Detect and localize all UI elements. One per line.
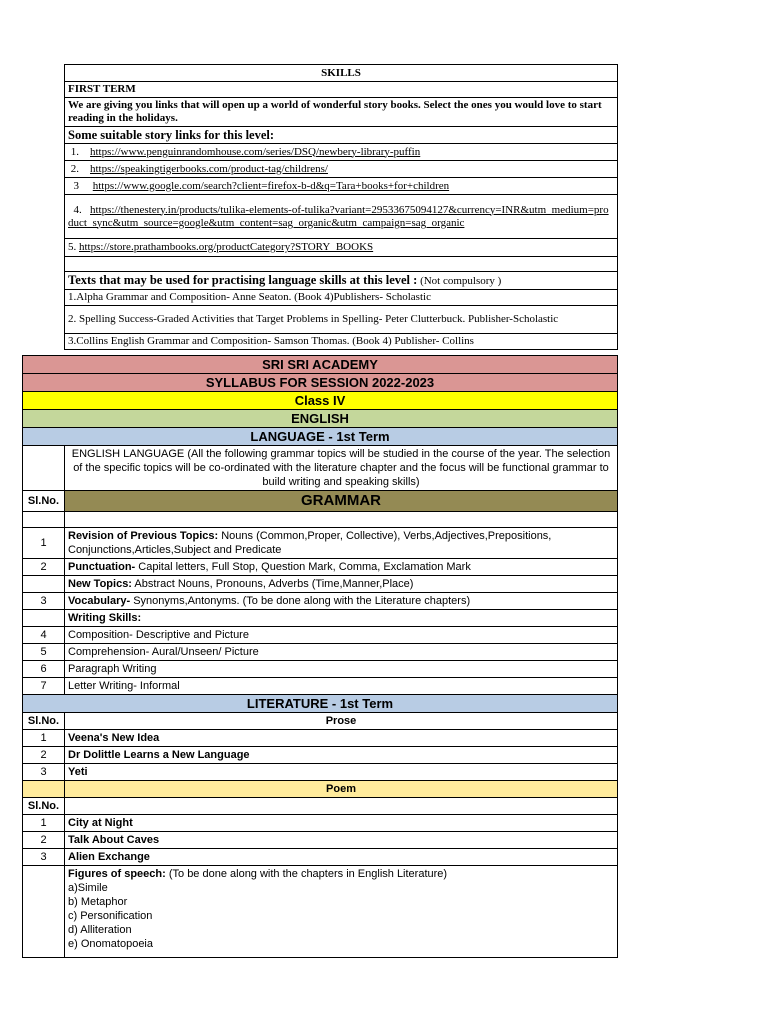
grammar-row bbox=[65, 661, 618, 678]
grammar-row bbox=[65, 559, 618, 576]
blank-cell bbox=[65, 798, 618, 815]
blank-cell bbox=[23, 781, 65, 798]
language-note: ENGLISH LANGUAGE (All the following grammar topics will be studied in the course of the year. The selection of the specific topics will be co-ordinated with the literature chapter and the focus will be functional grammar to build writing and speaking skills) bbox=[65, 446, 618, 491]
figures-heading bbox=[68, 867, 614, 881]
grammar-text: Nouns (Common,Proper, Collective), Verbs,Adjectives,Prepositions, Conjunctions,Articles,Subject and Predicate bbox=[68, 530, 552, 556]
blank-cell bbox=[23, 512, 65, 528]
text-item-1: 1.Alpha Grammar and Composition- Anne Seaton. (Book 4)Publishers- Scholastic bbox=[65, 290, 618, 306]
figure-item: b) Metaphor bbox=[68, 896, 128, 908]
grammar-text: Synonyms,Antonyms. (To be done along with the Literature chapters) bbox=[130, 595, 471, 607]
empty-row bbox=[65, 257, 618, 272]
prose-no: 2 bbox=[23, 747, 65, 764]
grammar-row bbox=[65, 627, 618, 644]
grammar-text: Letter Writing- Informal bbox=[68, 680, 180, 692]
sno-header: Sl.No. bbox=[23, 713, 65, 730]
text-item-2: 2. Spelling Success-Graded Activities that Target Problems in Spelling- Peter Clutterbuck. Publisher-Scholastic bbox=[65, 306, 618, 334]
grammar-row bbox=[65, 593, 618, 610]
figure-item: d) Alliteration bbox=[68, 924, 132, 936]
prose-no: 3 bbox=[23, 764, 65, 781]
prose-item: Dr Dolittle Learns a New Language bbox=[65, 747, 618, 764]
story-link-5[interactable]: https://store.prathambooks.org/productCategory?STORY_BOOKS bbox=[79, 241, 374, 253]
link-row-3: 3 https://www.google.com/search?client=firefox-b-d&q=Tara+books+for+children bbox=[65, 178, 618, 195]
grammar-label: Revision of Previous Topics: bbox=[68, 530, 219, 542]
texts-heading: Texts that may be used for practising language skills at this level : bbox=[68, 272, 418, 287]
grammar-row-no: 1 bbox=[23, 528, 65, 559]
figures-label: Figures of speech: bbox=[68, 868, 166, 880]
literature-term-title: LITERATURE - 1st Term bbox=[23, 695, 618, 713]
grammar-row-no: 4 bbox=[23, 627, 65, 644]
grammar-row bbox=[65, 644, 618, 661]
blank-cell bbox=[65, 512, 618, 528]
blank-cell bbox=[23, 446, 65, 491]
grammar-row-no: 3 bbox=[23, 593, 65, 610]
link-row-1: 1. https://www.penguinrandomhouse.com/series/DSQ/newbery-library-puffin bbox=[65, 144, 618, 161]
prose-item: Yeti bbox=[65, 764, 618, 781]
poem-no: 2 bbox=[23, 832, 65, 849]
grammar-text: Comprehension- Aural/Unseen/ Picture bbox=[68, 646, 259, 658]
grammar-text: Composition- Descriptive and Picture bbox=[68, 629, 249, 641]
poem-item: Talk About Caves bbox=[65, 832, 618, 849]
grammar-text: Capital letters, Full Stop, Question Mark, Comma, Exclamation Mark bbox=[135, 561, 471, 573]
grammar-row-no: 5 bbox=[23, 644, 65, 661]
syllabus-table bbox=[22, 355, 618, 958]
subject-title: ENGLISH bbox=[23, 410, 618, 428]
session-title: SYLLABUS FOR SESSION 2022-2023 bbox=[23, 374, 618, 392]
story-link-1[interactable]: https://www.penguinrandomhouse.com/series/DSQ/newbery-library-puffin bbox=[90, 145, 421, 158]
links-heading: Some suitable story links for this level: bbox=[65, 127, 618, 144]
poem-item: City at Night bbox=[65, 815, 618, 832]
grammar-row bbox=[65, 528, 618, 559]
grammar-row-no: 7 bbox=[23, 678, 65, 695]
story-link-3[interactable]: https://www.google.com/search?client=firefox-b-d&q=Tara+books+for+children bbox=[92, 179, 450, 192]
prose-no: 1 bbox=[23, 730, 65, 747]
poem-item: Alien Exchange bbox=[65, 849, 618, 866]
skills-table bbox=[64, 64, 618, 350]
sno-header: Sl.No. bbox=[23, 798, 65, 815]
text-item-3: 3.Collins English Grammar and Composition- Samson Thomas. (Book 4) Publisher- Collins bbox=[65, 334, 618, 350]
texts-note: (Not compulsory ) bbox=[420, 274, 502, 287]
grammar-label: Writing Skills: bbox=[68, 612, 142, 624]
grammar-row bbox=[65, 678, 618, 695]
link-row-2: 2. https://speakingtigerbooks.com/product-tag/childrens/ bbox=[65, 161, 618, 178]
language-term-title: LANGUAGE - 1st Term bbox=[23, 428, 618, 446]
grammar-label: Punctuation- bbox=[68, 561, 136, 573]
texts-heading-row bbox=[65, 272, 618, 290]
grammar-row bbox=[65, 576, 618, 593]
grammar-label: Vocabulary- bbox=[68, 595, 131, 607]
figure-item: a)Simile bbox=[68, 882, 108, 894]
blank-cell bbox=[23, 866, 65, 958]
link-row-5: 5. https://store.prathambooks.org/productCategory?STORY_BOOKS bbox=[65, 239, 618, 257]
grammar-text: Paragraph Writing bbox=[68, 663, 157, 675]
grammar-row-no bbox=[23, 610, 65, 627]
prose-item: Veena's New Idea bbox=[65, 730, 618, 747]
story-link-2[interactable]: https://speakingtigerbooks.com/product-tag/childrens/ bbox=[90, 162, 328, 175]
first-term-heading: FIRST TERM bbox=[65, 82, 618, 98]
figures-of-speech bbox=[65, 866, 618, 958]
figure-item: c) Personification bbox=[68, 910, 153, 922]
poem-no: 3 bbox=[23, 849, 65, 866]
grammar-title: GRAMMAR bbox=[65, 491, 618, 512]
class-title: Class IV bbox=[23, 392, 618, 410]
grammar-row-no bbox=[23, 576, 65, 593]
grammar-row bbox=[65, 610, 618, 627]
skills-intro: We are giving you links that will open up a world of wonderful story books. Select the ones you would love to start reading in the holidays. bbox=[65, 98, 618, 127]
poem-no: 1 bbox=[23, 815, 65, 832]
grammar-text: Abstract Nouns, Pronouns, Adverbs (Time,Manner,Place) bbox=[131, 578, 414, 590]
link-row-4: 4. https://thenestery.in/products/tulika-elements-of-tulika?variant=29533675094127&currency=INR&utm_medium=product_sync&utm_source=google&utm_content=sag_organic&utm_campaign=sag_organic bbox=[65, 195, 618, 239]
grammar-row-no: 2 bbox=[23, 559, 65, 576]
grammar-label: New Topics: bbox=[68, 578, 132, 590]
figures-note: (To be done along with the chapters in English Literature) bbox=[165, 868, 448, 880]
school-name: SRI SRI ACADEMY bbox=[23, 356, 618, 374]
grammar-row-no: 6 bbox=[23, 661, 65, 678]
skills-title: SKILLS bbox=[65, 65, 618, 82]
prose-title: Prose bbox=[65, 713, 618, 730]
figure-item: e) Onomatopoeia bbox=[68, 938, 153, 950]
story-link-4[interactable]: https://thenestery.in/products/tulika-elements-of-tulika?variant=29533675094127&currency=INR&utm_medium=product_sync&utm_source=google&utm_content=sag_organic&utm_campaign=sag_organic bbox=[68, 203, 609, 229]
sno-header: Sl.No. bbox=[23, 491, 65, 512]
poem-title: Poem bbox=[65, 781, 618, 798]
